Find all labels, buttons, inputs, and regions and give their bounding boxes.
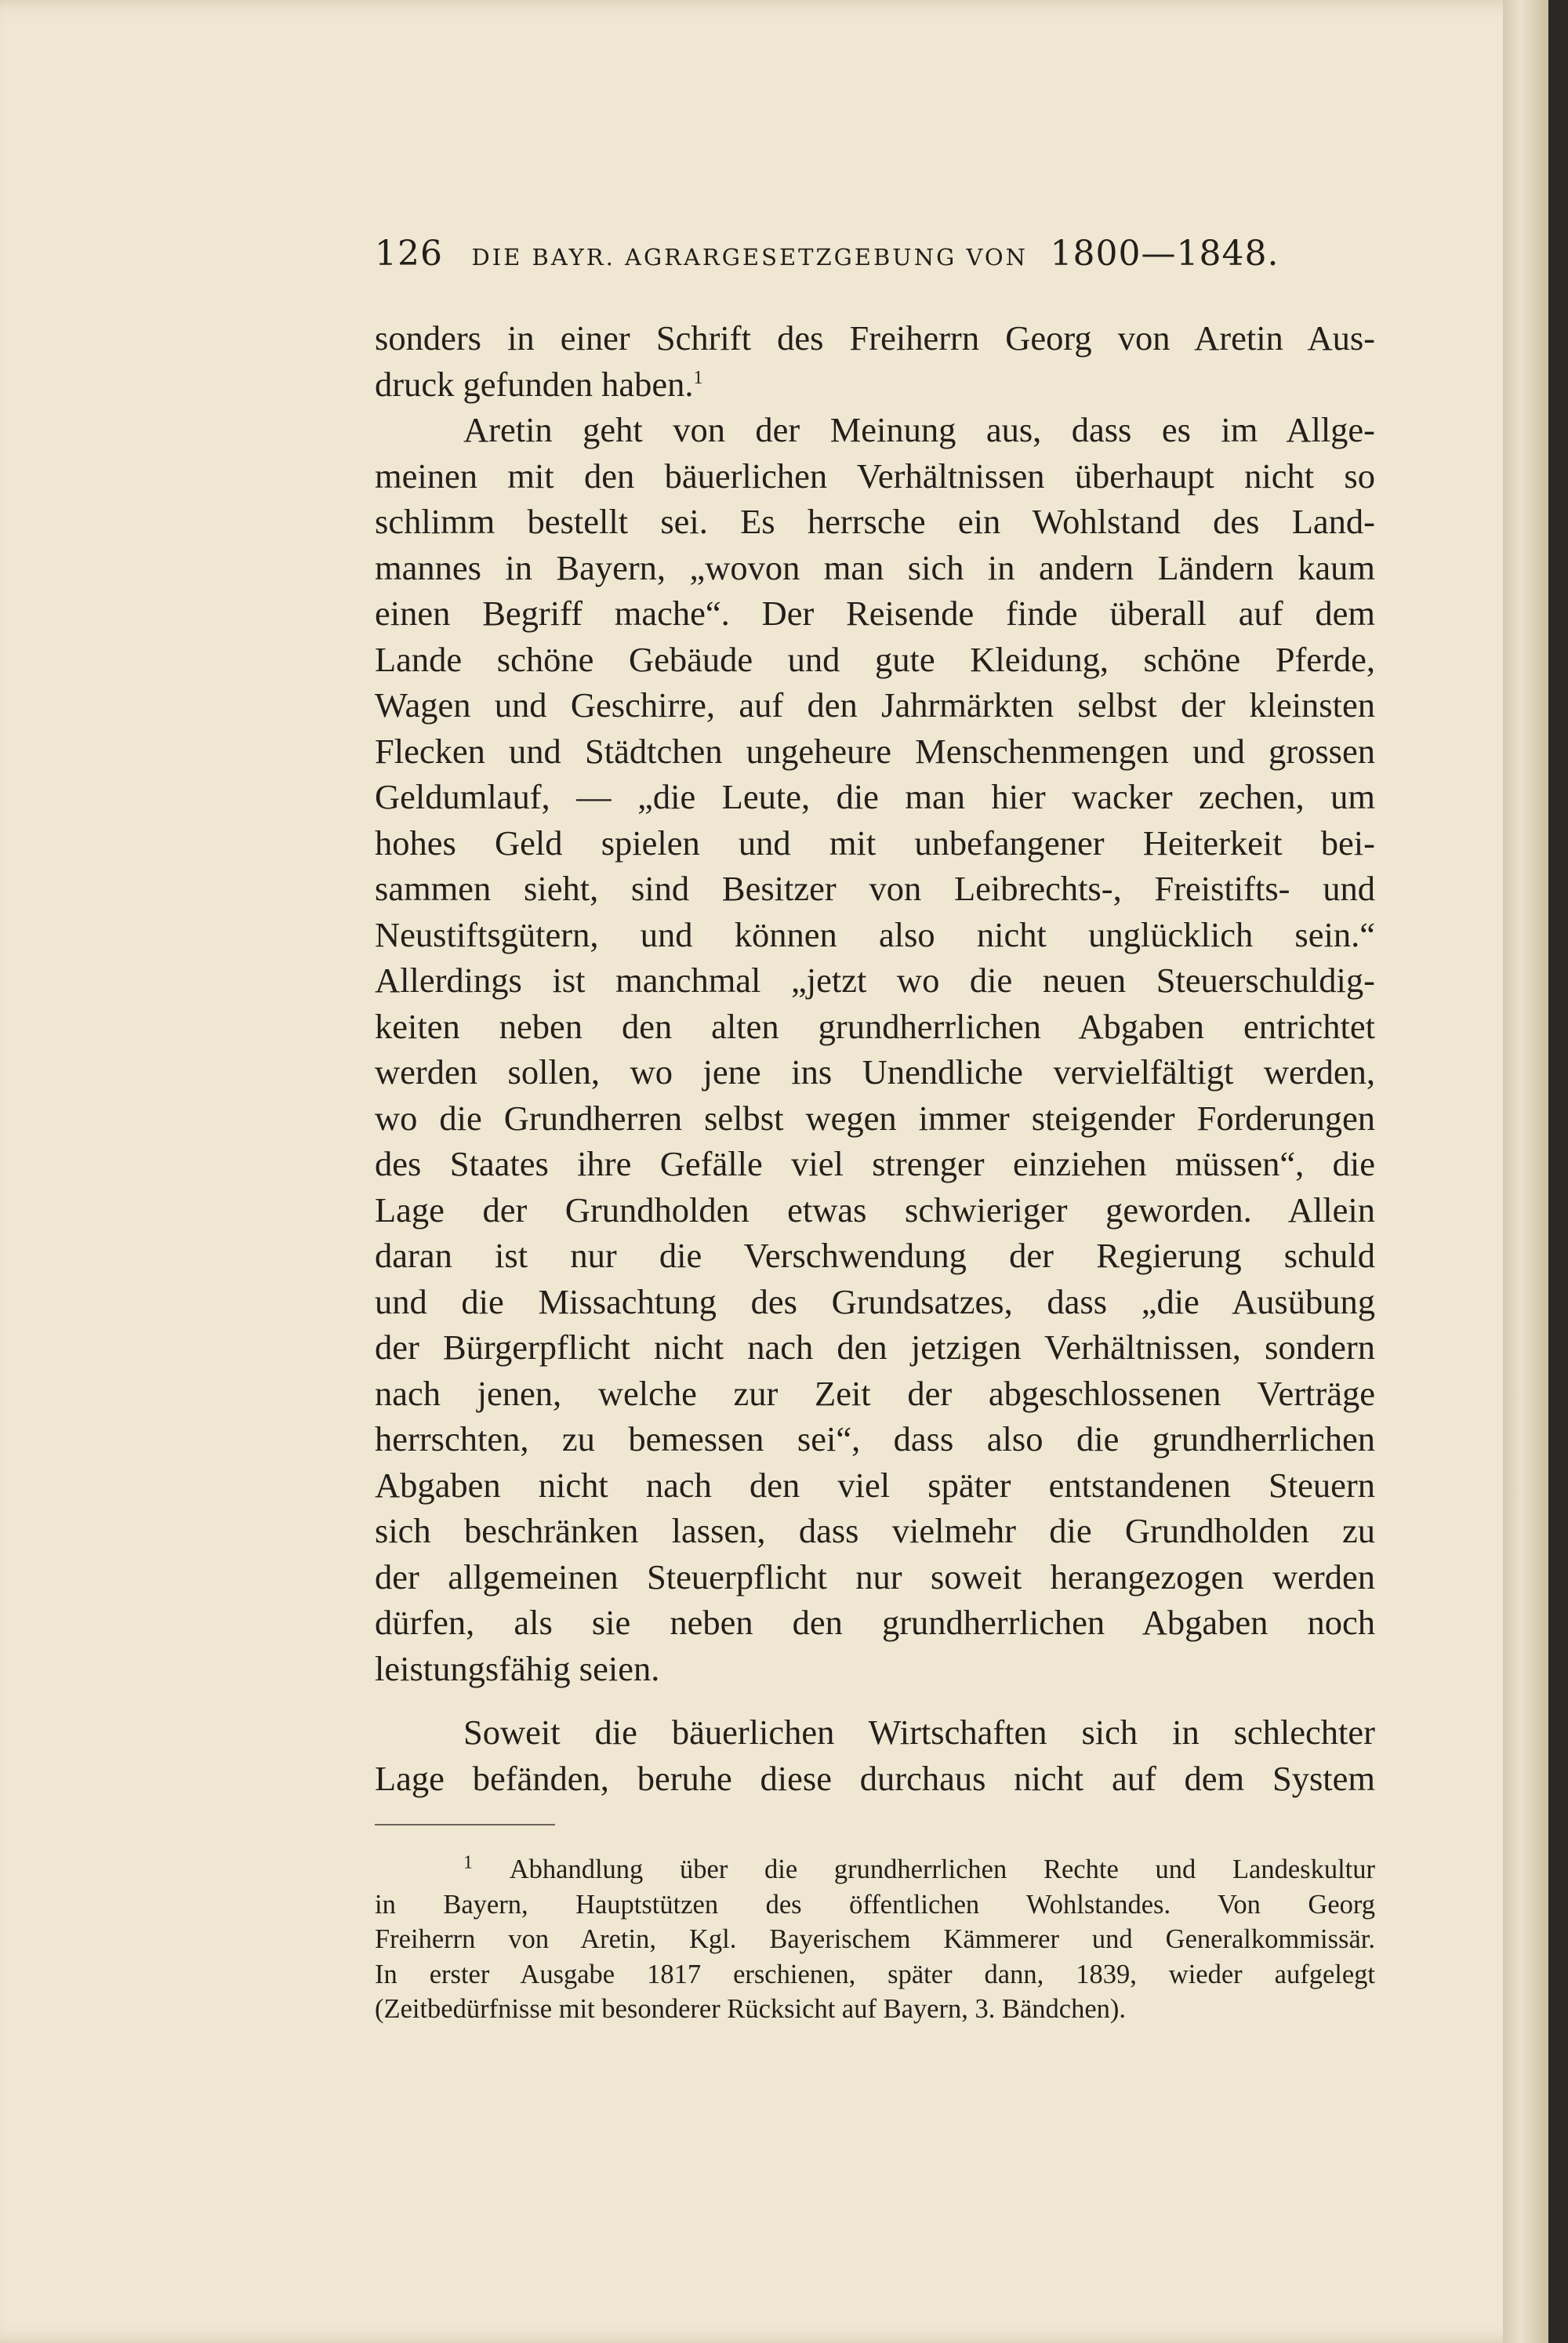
footnote-line-content: Abhandlung über die grundherrlichen Rechte und Landeskultur [509,1854,1375,1884]
text-line: meinen mit den bäuerlichen Verhältnissen überhaupt nicht so [375,456,1375,496]
text-line: Soweit die bäuerlichen Wirtschaften sich in schlechter [463,1713,1375,1752]
text-line: daran ist nur die Verschwendung der Regierung schuld [375,1236,1375,1275]
footnote-line: (Zeitbedürfnisse mit besonderer Rücksicht auf Bayern, 3. Bändchen). [375,1994,1127,2024]
footnote-divider [375,1824,555,1825]
text-line: mannes in Bayern, „wovon man sich in andern Ländern kaum [375,547,1375,587]
text-line: Wagen und Geschirre, auf den Jahrmärkten selbst der kleinsten [375,685,1375,725]
text-line: nach jenen, welche zur Zeit der abgeschlossenen Verträge [375,1373,1375,1413]
text-line: schlimm bestellt sei. Es herrsche ein Wohlstand des Land- [375,502,1375,541]
text-line: sich beschränken lassen, dass vielmehr die Grundholden zu [375,1511,1375,1550]
text-line: und die Missachtung des Grundsatzes, dass „die Ausübung [375,1281,1375,1321]
text-line: Geldumlauf, — „die Leute, die man hier wacker zechen, um [375,777,1375,816]
footnote-line: In erster Ausgabe 1817 erschienen, später dann, 1839, wieder aufgelegt [375,1959,1375,1989]
text-line-content: druck gefunden haben. [375,364,694,404]
body-text [375,315,1375,1801]
page-number: 126 [375,234,443,274]
running-title-years: 1800—1848. [1050,234,1279,274]
footnote-reference: 1 [693,367,703,388]
footnote-line: in Bayern, Hauptstützen des öffentlichen Wohlstandes. Von Georg [375,1889,1375,1920]
text-line: einen Begriff mache“. Der Reisende finde überall auf dem [375,594,1375,633]
text-line: herrschten, zu bemessen sei“, dass also die grundherrlichen [375,1419,1375,1458]
text-line: sonders in einer Schrift des Freiherrn Georg von Aretin Aus- [375,318,1375,358]
paragraph-gap [375,1691,1375,1709]
text-line: Abgaben nicht nach den viel später entstandenen Steuern [375,1465,1375,1505]
running-header [375,234,1375,274]
text-line: Neustiftsgütern, und können also nicht unglücklich sein.“ [375,914,1375,954]
text-line [375,361,1375,408]
text-line: Lage der Grundholden etwas schwieriger geworden. Allein [375,1190,1375,1230]
text-line: leistungsfähig seien. [375,1648,660,1688]
text-line: Allerdings ist manchmal „jetzt wo die neuen Steuerschuldig- [375,961,1375,1000]
text-line: dürfen, als sie neben den grundherrlichen Abgaben noch [375,1603,1375,1642]
page-content [375,188,1375,2149]
text-line: der Bürgerpflicht nicht nach den jetzigen Verhältnissen, sondern [375,1328,1375,1367]
running-title: DIE BAYR. AGRARGESETZGEBUNG VON [471,244,1029,271]
text-line: wo die Grundherren selbst wegen immer steigender Forderungen [375,1098,1375,1138]
text-line: Lande schöne Gebäude und gute Kleidung, schöne Pferde, [375,639,1375,679]
text-line: hohes Geld spielen und mit unbefangener Heiterkeit bei- [375,823,1375,863]
footnote [375,1852,1375,2027]
text-line: der allgemeinen Steuerpflicht nur soweit herangezogen werden [375,1557,1375,1597]
footnote-line: Freiherrn von Aretin, Kgl. Bayerischem Kämmerer und Generalkommissär. [375,1924,1375,1954]
text-line: sammen sieht, sind Besitzer von Leibrechts-, Freistifts- und [375,869,1375,908]
page-edge [1503,0,1548,2343]
text-line: werden sollen, wo jene ins Unendliche vervielfältigt werden, [375,1052,1375,1092]
text-line: Aretin geht von der Meinung aus, dass es im Allge- [463,410,1375,449]
footnote-line [375,1852,1375,1887]
text-line: Lage befänden, beruhe diese durchaus nicht auf dem System [375,1758,1375,1798]
text-line: des Staates ihre Gefälle viel strenger einziehen müssen“, die [375,1144,1375,1183]
text-line: keiten neben den alten grundherrlichen Abgaben entrichtet [375,1006,1375,1046]
text-line: Flecken und Städtchen ungeheure Menschenmengen und grossen [375,731,1375,771]
footnote-marker: 1 [463,1852,473,1873]
